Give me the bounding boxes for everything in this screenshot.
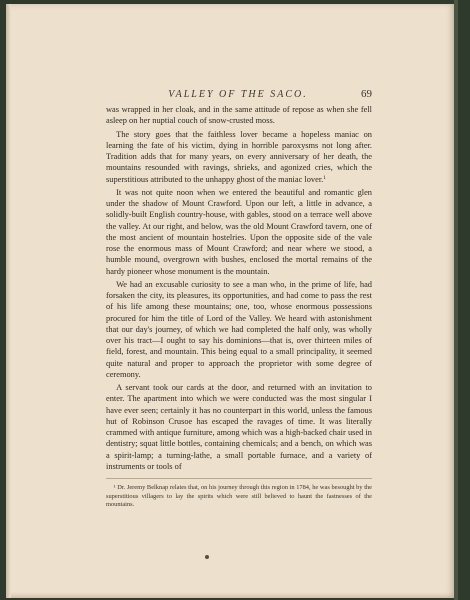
footnote: ¹ Dr. Jeremy Belknap relates that, on his journey through this region in 1784, he was besought by the superstitious villagers to lay the spirits which were still believed to haunt the fastnesses of the mountains. (106, 484, 372, 509)
body-text (106, 104, 372, 474)
paragraph-3: It was not quite noon when we entered the beautiful and romantic glen under the shadow of Mount Crawford. Upon our left, a little in advance, a solidly-built English country-house, with gables, stood on a terrace well above the valley. At our right, and below, was the old Mount Crawford tavern, one of the most ancient of mountain hostelries. Upon the opposite side of the vale rose the enormous mass of Mount Crawford; and near where we stood, a humble mound, overgrown with bushes, enclosed the mortal remains of the hardy pioneer whose monument is the mountain. (106, 187, 372, 276)
paragraph-4: We had an excusable curiosity to see a man who, in the prime of life, had forsaken the city, its pleasures, its opportunities, and had come to pass the rest of his life among these mountains; one, too, whose enormous possessions procured for him the title of Lord of the Valley. We heard with astonishment that our day's journey, of which we had completed the half only, was wholly over his tract—I ought to say his dominions—that is, over thirteen miles of field, forest, and mountain. This being equal to a small principality, it seemed quite natural and proper to approach the proprietor with some degree of ceremony. (106, 279, 372, 379)
printer-mark (205, 555, 209, 559)
paragraph-2-text: The story goes that the faithless lover became a hopeless maniac on learning the fate of his victim, dying in horrible paroxysms not long after. Tradition adds that for many years, on every anniversary of her death, the mountains resounded with ravings, shrieks, and agonized cries, which the superstitious attributed to the unhappy ghost of the maniac lover. (106, 129, 372, 184)
page-gutter-shadow (6, 4, 11, 598)
paragraph-1: was wrapped in her cloak, and in the same attitude of repose as when she fell asleep on her nuptial couch of snow-crusted moss. (106, 105, 372, 126)
footnote-reference: 1 (323, 174, 326, 181)
page-number: 69 (361, 88, 372, 100)
book-cover-edge (454, 0, 470, 600)
paragraph-2 (106, 129, 372, 185)
footnote-rule (106, 478, 372, 479)
cover-board-edge (454, 0, 458, 600)
running-head: VALLEY OF THE SACO. (168, 89, 308, 100)
paragraph-5: A servant took our cards at the door, and returned with an invitation to enter. The apartment into which we were conducted was the most singular I have ever seen; certainly it has no counterpart in this world, unless the famous hut of Robinson Crusoe has escaped the ravages of time. It was literally crammed with antique furniture, among which was a high-backed chair used in dentistry; squat little bottles, containing chemicals; and a bench, on which was a spirit-lamp; a turning-lathe, a small portable furnace, and a variety of instruments or tools of (106, 383, 372, 471)
